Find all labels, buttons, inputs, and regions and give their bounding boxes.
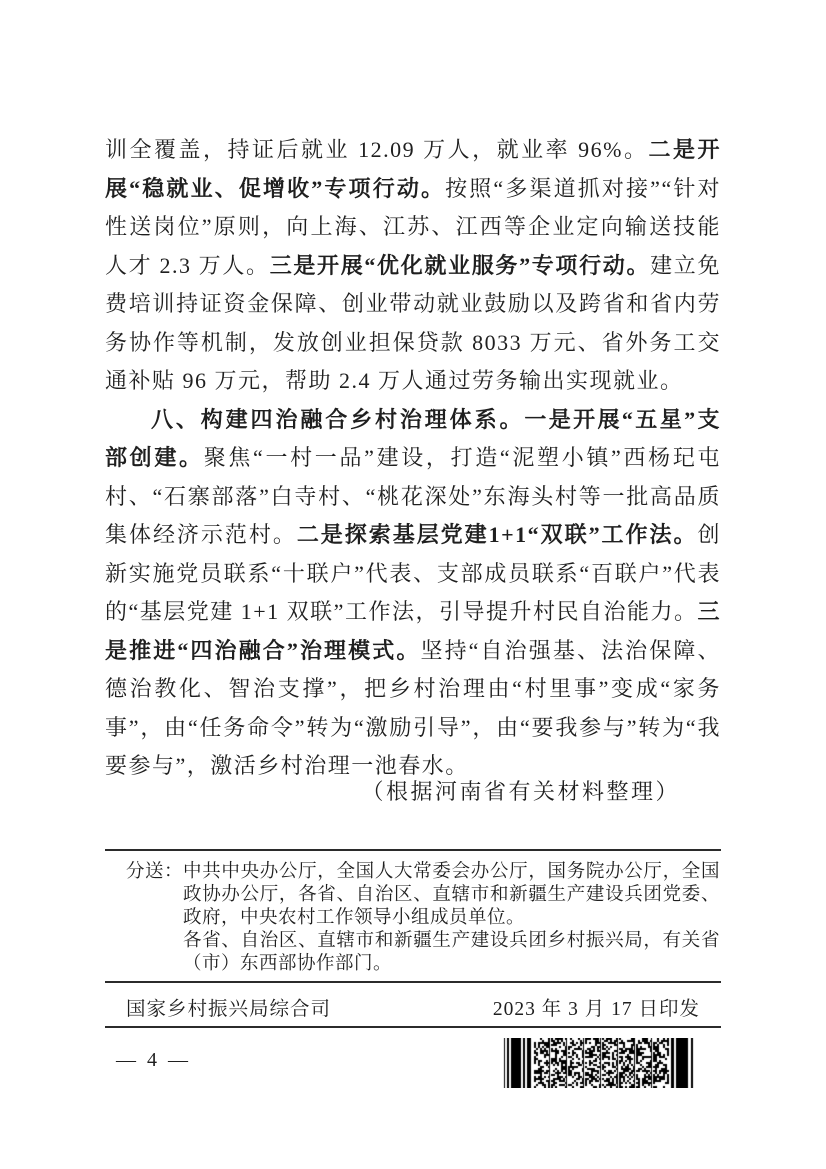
source-attribution: （根据河南省有关材料整理） (361, 779, 680, 804)
footer-divider-top (105, 849, 721, 851)
body-text-run: 创新实施党员联系“十联户”代表、支部成员联系“百联户”代表的“基层党建 1+1 双联”工作法，引导提升村民自治能力。 (105, 522, 721, 624)
distribution-block (126, 861, 720, 976)
body-text-run: 坚持“自治强基、法治保障、德治教化、智治支撑”，把乡村治理由“村里事”变成“家务事”，由“任务命令”转为“激励引导”，由“要我参与”转为“我要参与”，激活乡村治理一池春水。 (105, 637, 721, 778)
footer-divider-middle (105, 981, 721, 983)
body-text-run: 建立免费培训持证资金保障、创业带动就业鼓励以及跨省和省内劳务协作等机制，发放创业担保贷款 8033 万元、省外务工交通补贴 96 万元，帮助 2.4 万人通过劳务输出实现就业。 (105, 252, 721, 393)
distribution-paragraph: 中共中央办公厅，全国人大常委会办公厅，国务院办公厅，全国政协办公厅，各省、自治区、直辖市和新疆生产建设兵团党委、政府，中央农村工作领导小组成员单位。 (183, 862, 720, 928)
paragraph-governance-system (105, 401, 721, 786)
section-heading-run: 八、构建四治融合乡村治理体系。 (151, 406, 525, 432)
footer-divider-bottom (105, 1026, 721, 1028)
distribution-content (183, 861, 720, 976)
issuing-office: 国家乡村振兴局综合司 (126, 999, 332, 1020)
emphasis-text-run: 二是开展“稳就业、促增收”专项行动。 (105, 137, 721, 201)
emphasis-text-run: 一是开展“五星”支部创建。 (105, 406, 721, 470)
distribution-paragraph: 各省、自治区、直辖市和新疆生产建设兵团乡村振兴局，有关省（市）东西部协作部门。 (183, 931, 720, 974)
page-number: — 4 — (116, 1049, 191, 1071)
emphasis-text-run: 三是推进“四治融合”治理模式。 (105, 599, 721, 663)
body-text-run: 聚焦“一村一品”建设，打造“泥塑小镇”西杨玘屯村、“石寨部落”白寺村、“桃花深处”东海头村等一批高品质集体经济示范村。 (105, 445, 721, 547)
body-text-run: 训全覆盖，持证后就业 12.09 万人，就业率 96%。 (105, 137, 649, 162)
emphasis-text-run: 三是开展“优化就业服务”专项行动。 (269, 252, 651, 278)
print-barcode-image (503, 1038, 698, 1088)
print-date: 2023 年 3 月 17 日印发 (492, 999, 700, 1020)
emphasis-text-run: 二是探索基层党建1+1“双联”工作法。 (296, 522, 698, 547)
issuer-row (126, 993, 700, 1021)
document-body (105, 131, 721, 786)
body-text-run: 按照“多渠道抓对接”“针对性送岗位”原则，向上海、江苏、江西等企业定向输送技能人才 2.3 万人。 (105, 175, 721, 278)
paragraph-employment-actions (105, 131, 721, 401)
distribution-label: 分送： (126, 862, 184, 882)
